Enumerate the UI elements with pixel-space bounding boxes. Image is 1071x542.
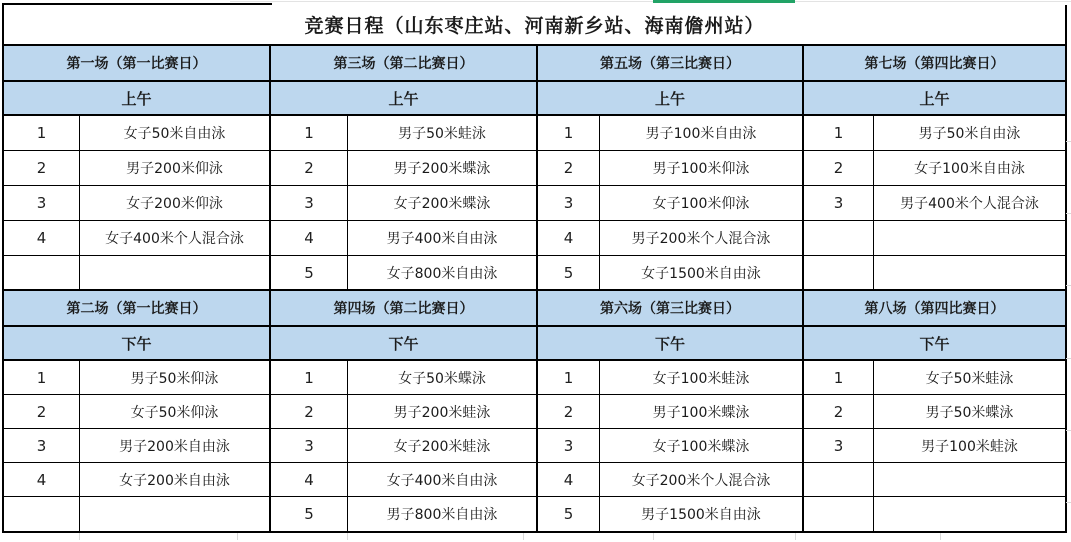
schedule-table bbox=[2, 3, 1067, 533]
period-cell[interactable]: 上午 bbox=[538, 82, 802, 116]
order-number-cell[interactable]: 4 bbox=[538, 463, 600, 497]
order-number-cell[interactable]: 3 bbox=[804, 186, 874, 221]
event-name-cell[interactable]: 女子400米个人混合泳 bbox=[80, 221, 269, 256]
session-header-cell[interactable]: 第七场（第四比赛日） bbox=[804, 46, 1065, 82]
order-number-cell[interactable]: 1 bbox=[804, 361, 874, 395]
border-gap bbox=[272, 3, 1067, 5]
order-number-cell[interactable]: 2 bbox=[538, 151, 600, 186]
order-number-cell[interactable]: 2 bbox=[4, 395, 80, 429]
order-number-cell[interactable]: 1 bbox=[4, 116, 80, 151]
event-name-cell[interactable]: 女子800米自由泳 bbox=[348, 256, 536, 291]
schedule-group bbox=[4, 46, 271, 291]
order-number-cell[interactable]: 4 bbox=[271, 463, 348, 497]
sheet-row-below-strip bbox=[0, 533, 1071, 542]
event-name-cell[interactable]: 女子50米蛙泳 bbox=[874, 361, 1065, 395]
event-name-cell[interactable]: 男子200米蝶泳 bbox=[348, 151, 536, 186]
event-name-cell[interactable]: 女子200米仰泳 bbox=[80, 186, 269, 221]
schedule-group bbox=[804, 291, 1065, 531]
session-header-cell[interactable]: 第四场（第二比赛日） bbox=[271, 291, 536, 327]
sheet-gridline-vertical bbox=[653, 533, 654, 540]
event-name-cell[interactable]: 女子200米蛙泳 bbox=[348, 429, 536, 463]
order-number-cell[interactable] bbox=[804, 256, 874, 291]
order-number-cell[interactable]: 1 bbox=[804, 116, 874, 151]
schedule-group bbox=[271, 291, 538, 531]
order-number-cell[interactable]: 3 bbox=[271, 186, 348, 221]
order-number-cell[interactable] bbox=[4, 256, 80, 291]
event-name-cell[interactable]: 男子50米自由泳 bbox=[874, 116, 1065, 151]
order-number-cell[interactable]: 5 bbox=[271, 497, 348, 531]
period-cell[interactable]: 下午 bbox=[804, 327, 1065, 361]
order-number-cell[interactable] bbox=[4, 497, 80, 531]
event-name-cell[interactable]: 男子800米自由泳 bbox=[386, 507, 498, 523]
event-name-cell[interactable]: 女子200米个人混合泳 bbox=[600, 463, 802, 497]
period-cell[interactable]: 上午 bbox=[271, 82, 536, 116]
session-header-cell[interactable]: 第五场（第三比赛日） bbox=[538, 46, 802, 82]
event-name-cell[interactable]: 女子100米蛙泳 bbox=[600, 361, 802, 395]
order-number-cell[interactable]: 2 bbox=[804, 151, 874, 186]
event-name-cell[interactable]: 男子100米蛙泳 bbox=[874, 429, 1065, 463]
order-number-cell[interactable] bbox=[804, 497, 874, 531]
sheet-gridline-horizontal bbox=[230, 1, 1071, 2]
order-number-cell[interactable]: 1 bbox=[4, 361, 80, 395]
order-number-cell[interactable]: 3 bbox=[4, 186, 80, 221]
event-name-cell[interactable] bbox=[874, 497, 1065, 531]
sheet-gridline-vertical bbox=[79, 533, 80, 540]
event-name-cell[interactable]: 女子400米自由泳 bbox=[348, 463, 536, 497]
event-name-cell[interactable]: 女子200米自由泳 bbox=[80, 463, 269, 497]
event-name-cell[interactable] bbox=[80, 497, 269, 531]
session-header-cell[interactable]: 第八场（第四比赛日） bbox=[804, 291, 1065, 327]
order-number-cell[interactable]: 5 bbox=[271, 256, 348, 291]
order-number-cell[interactable]: 2 bbox=[538, 395, 600, 429]
event-name-cell[interactable]: 男子50米蝶泳 bbox=[874, 395, 1065, 429]
event-name-cell[interactable]: 男子200米自由泳 bbox=[80, 429, 269, 463]
order-number-cell[interactable]: 4 bbox=[271, 221, 348, 256]
schedule-group bbox=[4, 291, 271, 531]
period-cell[interactable]: 上午 bbox=[4, 82, 269, 116]
event-name-cell[interactable]: 女子50米自由泳 bbox=[80, 116, 269, 151]
order-number-cell[interactable]: 1 bbox=[271, 116, 348, 151]
event-name-cell[interactable]: 男子400米自由泳 bbox=[348, 221, 536, 256]
session-header-cell[interactable]: 第二场（第一比赛日） bbox=[4, 291, 269, 327]
order-number-cell[interactable]: 4 bbox=[538, 221, 600, 256]
sheet-gridline-vertical bbox=[795, 533, 796, 540]
order-number-cell[interactable]: 3 bbox=[4, 429, 80, 463]
event-name-cell[interactable] bbox=[80, 256, 269, 291]
sheet-gridline-vertical bbox=[523, 533, 524, 540]
afternoon-band bbox=[4, 291, 1065, 531]
order-number-cell[interactable]: 2 bbox=[271, 395, 348, 429]
order-number-cell[interactable]: 3 bbox=[271, 429, 348, 463]
order-number-cell[interactable]: 1 bbox=[538, 361, 600, 395]
event-name-cell[interactable]: 男子50米仰泳 bbox=[80, 361, 269, 395]
event-name-cell[interactable]: 男子100米自由泳 bbox=[600, 116, 802, 151]
order-number-cell[interactable]: 5 bbox=[538, 497, 600, 531]
order-number-cell[interactable]: 2 bbox=[271, 151, 348, 186]
order-number-cell[interactable]: 4 bbox=[4, 463, 80, 497]
order-number-cell[interactable] bbox=[804, 463, 874, 497]
event-name-cell[interactable]: 女子100米自由泳 bbox=[874, 151, 1065, 186]
schedule-group bbox=[538, 46, 804, 291]
event-name-cell[interactable]: 男子200米仰泳 bbox=[80, 151, 269, 186]
order-number-cell[interactable] bbox=[804, 221, 874, 256]
event-name-cell[interactable] bbox=[874, 221, 1065, 256]
period-cell[interactable]: 下午 bbox=[4, 327, 269, 361]
order-number-cell[interactable]: 3 bbox=[804, 429, 874, 463]
event-name-cell[interactable]: 女子100米仰泳 bbox=[600, 186, 802, 221]
order-number-cell[interactable]: 4 bbox=[4, 221, 80, 256]
event-name-cell[interactable]: 男子200米蛙泳 bbox=[348, 395, 536, 429]
period-cell[interactable]: 下午 bbox=[271, 327, 536, 361]
schedule-group bbox=[804, 46, 1065, 291]
period-cell[interactable]: 上午 bbox=[804, 82, 1065, 116]
order-number-cell[interactable]: 2 bbox=[804, 395, 874, 429]
morning-band bbox=[4, 46, 1065, 291]
event-name-cell[interactable]: 男子400米个人混合泳 bbox=[874, 186, 1065, 221]
order-number-cell[interactable]: 1 bbox=[271, 361, 348, 395]
event-name-cell[interactable]: 男子50米蛙泳 bbox=[348, 116, 536, 151]
session-header-cell[interactable]: 第三场（第二比赛日） bbox=[271, 46, 536, 82]
order-number-cell[interactable]: 3 bbox=[538, 186, 600, 221]
sheet-gridline-vertical bbox=[940, 533, 941, 540]
event-name-cell[interactable]: 女子100米蝶泳 bbox=[600, 429, 802, 463]
event-name-cell[interactable] bbox=[874, 256, 1065, 291]
sheet-gridline-vertical bbox=[347, 533, 348, 540]
session-header-cell[interactable]: 第一场（第一比赛日） bbox=[4, 46, 269, 82]
period-cell[interactable]: 下午 bbox=[538, 327, 802, 361]
event-name-cell[interactable]: 男子100米蝶泳 bbox=[600, 395, 802, 429]
table-title-cell[interactable]: 竞赛日程（山东枣庄站、河南新乡站、海南儋州站） bbox=[4, 5, 1065, 46]
event-name-cell[interactable]: 女子50米仰泳 bbox=[80, 395, 269, 429]
event-name-cell[interactable]: 男子1500米自由泳 bbox=[641, 507, 761, 523]
order-number-cell[interactable]: 2 bbox=[4, 151, 80, 186]
event-name-cell[interactable] bbox=[874, 463, 1065, 497]
order-number-cell[interactable]: 5 bbox=[538, 256, 600, 291]
session-header-cell[interactable]: 第六场（第三比赛日） bbox=[538, 291, 802, 327]
event-name-cell[interactable]: 男子100米仰泳 bbox=[600, 151, 802, 186]
schedule-group bbox=[538, 291, 804, 531]
order-number-cell[interactable]: 3 bbox=[538, 429, 600, 463]
order-number-cell[interactable]: 1 bbox=[538, 116, 600, 151]
schedule-group bbox=[271, 46, 538, 291]
event-name-cell[interactable]: 女子1500米自由泳 bbox=[600, 256, 802, 291]
sheet-gridline-vertical bbox=[237, 533, 238, 540]
event-name-cell[interactable]: 男子200米个人混合泳 bbox=[600, 221, 802, 256]
event-name-cell[interactable]: 女子50米蝶泳 bbox=[348, 361, 536, 395]
event-name-cell[interactable]: 女子200米蝶泳 bbox=[348, 186, 536, 221]
